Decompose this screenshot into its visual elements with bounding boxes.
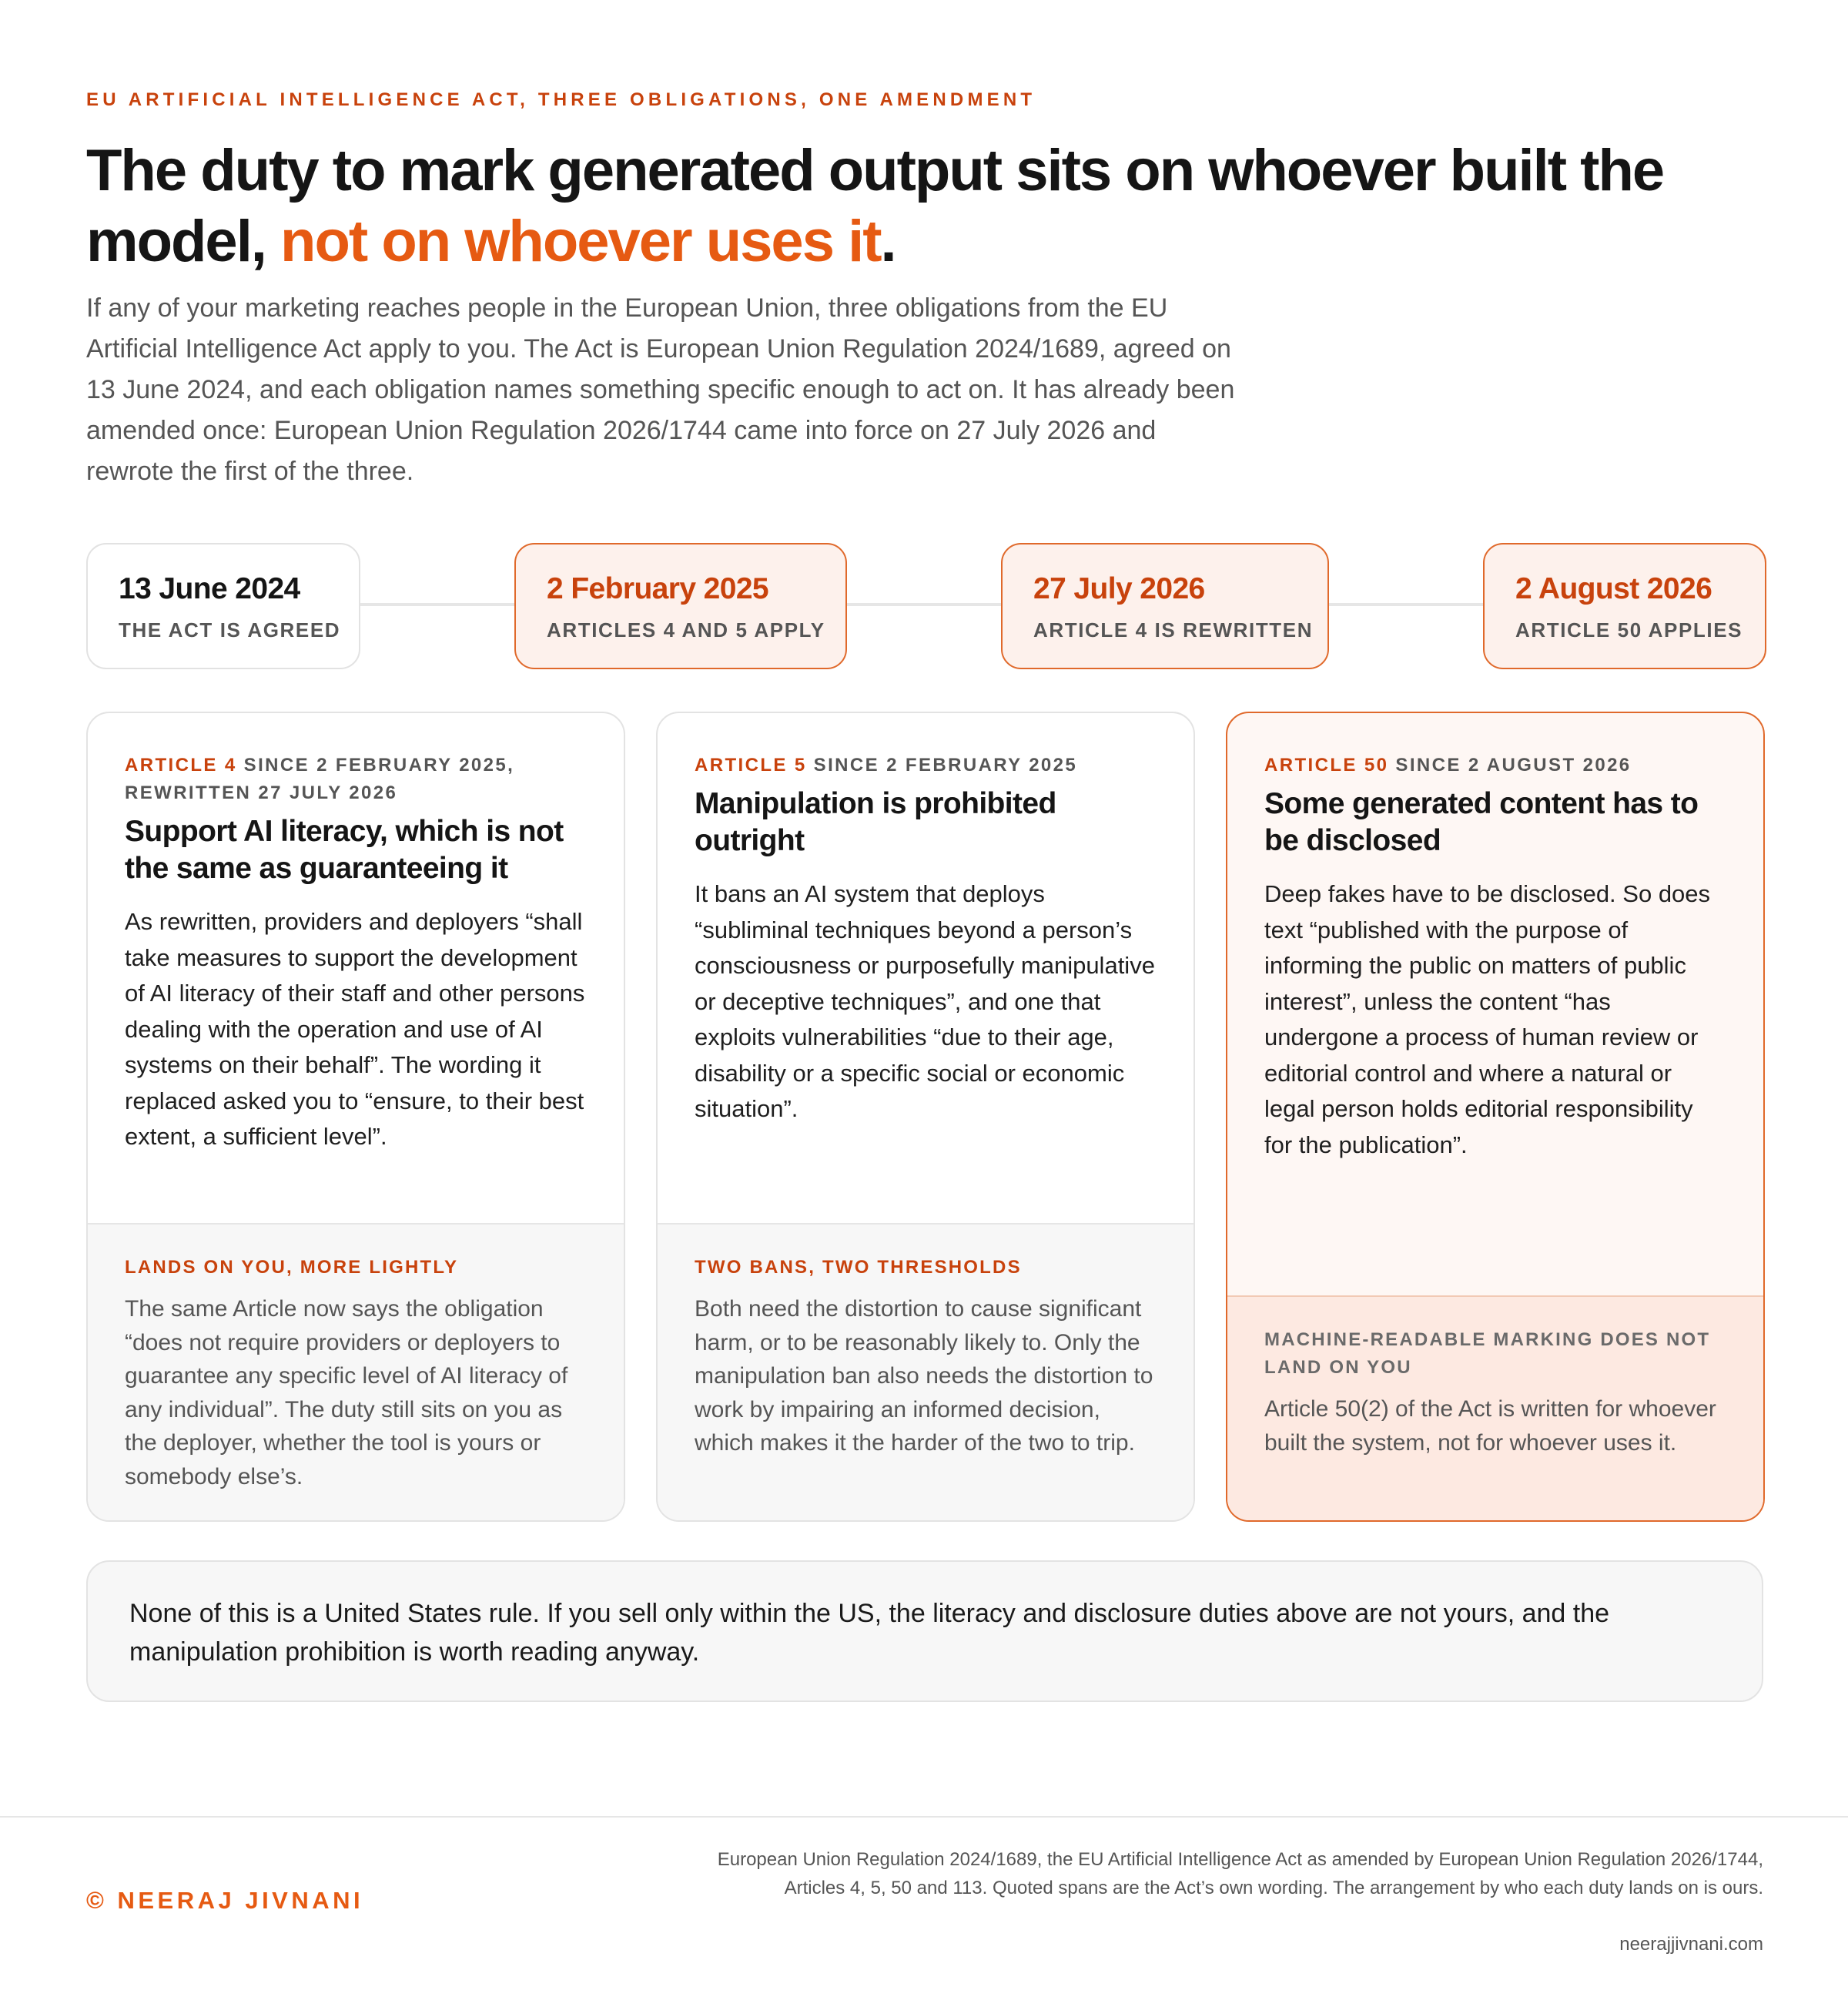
card-eyebrow: [1264, 752, 1726, 779]
timeline-item-article-50-applies: [1483, 543, 1766, 669]
card-sub-heading: LANDS ON YOU, MORE LIGHTLY: [125, 1257, 459, 1278]
card-sub-heading: MACHINE-READABLE MARKING DOES NOT LAND ON YOU: [1264, 1329, 1711, 1378]
footer-divider: [0, 1816, 1848, 1818]
timeline-label: THE ACT IS AGREED: [119, 618, 341, 642]
timeline-date: 2 August 2026: [1515, 572, 1712, 605]
timeline-date: 13 June 2024: [119, 572, 300, 605]
card-main: [88, 713, 624, 1155]
headline-end: .: [880, 209, 896, 274]
timeline-label: ARTICLE 50 APPLIES: [1515, 618, 1743, 642]
card-title: Manipulation is prohibited outright: [695, 787, 1056, 857]
card-sub-body: The same Article now says the obligation “does not require providers or deployers to guarantee any specific level of AI literacy of any individual”. The duty still sits on you as the deployer, whether the tool is yours or somebody else’s.: [125, 1296, 568, 1489]
card-footer: [88, 1223, 624, 1520]
copyright-credit: © NEERAJ JIVNANI: [86, 1887, 364, 1914]
card-main: [658, 713, 1194, 1127]
timeline-date: 2 February 2025: [547, 572, 769, 605]
card-sub-body: Article 50(2) of the Act is written for whoever built the system, not for whoever uses it.: [1264, 1396, 1716, 1456]
timeline-label: ARTICLES 4 AND 5 APPLY: [547, 618, 825, 642]
card-main: [1227, 713, 1763, 1163]
card-eyebrow: [125, 752, 587, 807]
card-article-50: [1226, 712, 1765, 1522]
card-sub-heading: TWO BANS, TWO THRESHOLDS: [695, 1257, 1022, 1278]
timeline-date: 27 July 2026: [1033, 572, 1205, 605]
timeline-label: ARTICLE 4 IS REWRITTEN: [1033, 618, 1314, 642]
intro-paragraph: If any of your marketing reaches people in the European Union, three obligations from the EU Artificial Intelligence Act apply to you. The Act is European Union Regulation 2024/1689, agreed on 13 June 2024, and each obligation names something specific enough to act on. It has already been amended once: European Union Regulation 2026/1744 came into force on 27 July 2026 and rewrote the first of the three.: [86, 293, 1235, 486]
headline-highlight: not on whoever uses it: [280, 209, 881, 274]
kicker: EU ARTIFICIAL INTELLIGENCE ACT, THREE OBLIGATIONS, ONE AMENDMENT: [86, 89, 1036, 110]
card-eyebrow: [695, 752, 1157, 779]
article-since: SINCE 2 AUGUST 2026: [1388, 755, 1632, 776]
article-number: ARTICLE 4: [125, 755, 237, 776]
timeline-item-act-agreed: [86, 543, 360, 669]
card-body: It bans an AI system that deploys “subliminal techniques beyond a person’s consciousness or purposefully manipulative or deceptive techniques”, and one that exploits vulnerabilities “due to their age, disability or a specific social or economic situation”.: [695, 880, 1155, 1122]
headline-plain: The duty to mark generated output sits on whoever built the model,: [86, 138, 1664, 274]
card-title: Some generated content has to be disclosed: [1264, 787, 1699, 857]
us-note: None of this is a United States rule. If you sell only within the US, the literacy and disclosure duties above are not yours, and the manipulation prohibition is worth reading anyway.: [86, 1560, 1763, 1702]
article-number: ARTICLE 5: [695, 755, 807, 776]
card-article-5: [656, 712, 1195, 1522]
timeline-item-article-4-rewritten: [1001, 543, 1329, 669]
card-body: Deep fakes have to be disclosed. So does text “published with the purpose of informing the public on matters of public interest”, unless the content “has undergone a process of human review or editorial control and where a natural or legal person holds editorial responsibility for the publication”.: [1264, 880, 1711, 1158]
card-body: As rewritten, providers and deployers “shall take measures to support the development of AI literacy of their staff and other persons dealing with the operation and use of AI systems on their behalf”. The wording it replaced asked you to “ensure, to their best extent, a sufficient level”.: [125, 908, 585, 1150]
source-note: European Union Regulation 2024/1689, the EU Artificial Intelligence Act as amended by European Union Regulation 2026/1744, Articles 4, 5, 50 and 113. Quoted spans are the Act’s own wording. The arrangement by who each duty lands on is ours.: [717, 1849, 1763, 1898]
card-sub-body: Both need the distortion to cause significant harm, or to be reasonably likely to. Only the manipulation ban also needs the distortion to work by impairing an informed decision, which makes it the harder of the two to trip.: [695, 1296, 1153, 1456]
card-article-4: [86, 712, 625, 1522]
article-since: SINCE 2 FEBRUARY 2025, REWRITTEN 27 JULY 2026: [125, 755, 515, 803]
card-title: Support AI literacy, which is not the same as guaranteeing it: [125, 815, 564, 885]
article-number: ARTICLE 50: [1264, 755, 1389, 776]
article-since: SINCE 2 FEBRUARY 2025: [806, 755, 1078, 776]
timeline-item-articles-4-5-apply: [514, 543, 847, 669]
page-title: [86, 136, 1780, 277]
card-footer: [658, 1223, 1194, 1520]
card-footer: [1227, 1295, 1763, 1520]
website-link[interactable]: neerajjivnani.com: [1619, 1934, 1763, 1955]
